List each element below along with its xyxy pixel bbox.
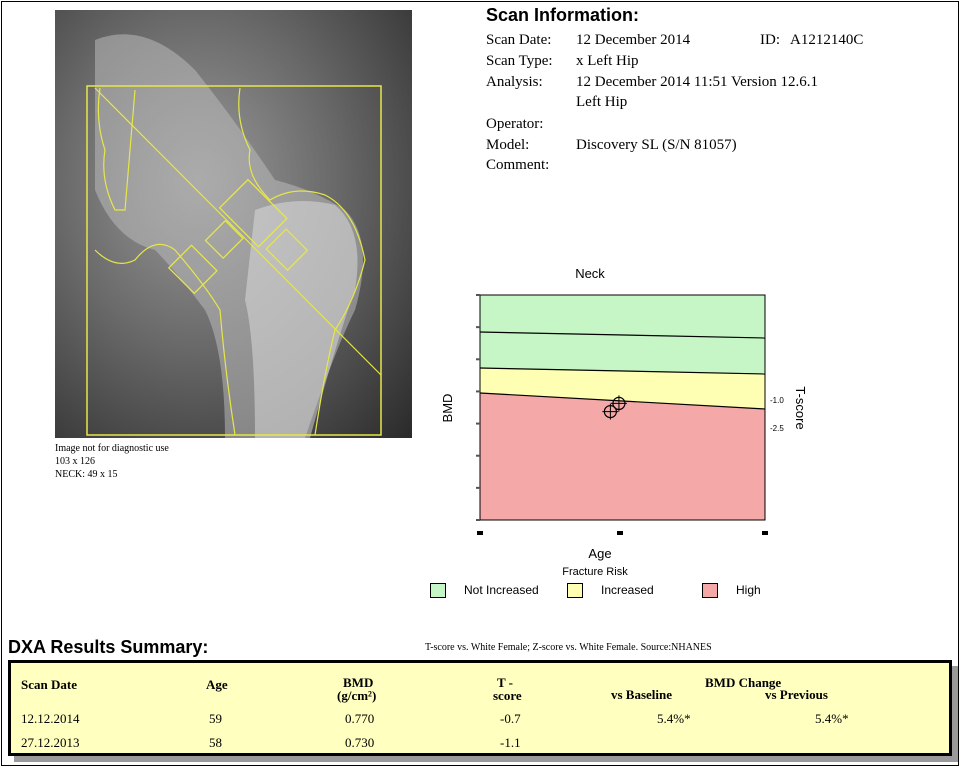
operator-label: Operator:: [486, 116, 544, 132]
model-label: Model:: [486, 137, 530, 153]
x-axis-tick: [762, 531, 768, 535]
bmd-chart: [430, 260, 810, 610]
y-axis-tick: [476, 455, 480, 457]
y-axis-tick: [476, 487, 480, 489]
x-axis-tick: [617, 531, 623, 535]
header-vs-previous: vs Previous: [765, 687, 828, 702]
analysis-label: Analysis:: [486, 74, 543, 90]
x-axis-tick: [477, 531, 483, 535]
row2-age: 58: [209, 735, 222, 750]
chart-title: Neck: [575, 266, 605, 281]
bmd-chart-svg: [430, 260, 810, 580]
row2-bmd: 0.730: [345, 735, 375, 750]
analysis-value-line2: Left Hip: [576, 94, 628, 110]
y2-tick-label: -2.5: [770, 424, 784, 433]
row1-vs-previous: 5.4%*: [815, 711, 849, 726]
model-value: Discovery SL (S/N 81057): [576, 137, 737, 153]
scan-date-value: 12 December 2014: [576, 32, 691, 48]
scan-notes: [55, 442, 169, 481]
legend-label: High: [736, 583, 761, 597]
y2-axis-label: T-score: [793, 386, 808, 430]
legend-swatch-yellow: [567, 583, 583, 598]
header-bmd: BMD: [343, 675, 374, 690]
y2-tick-label: -1.0: [770, 396, 784, 405]
y-axis-label: BMD: [440, 393, 455, 423]
header-bmd-unit: (g/cm²): [337, 688, 377, 703]
summary-note: T-score vs. White Female; Z-score vs. White Female. Source:NHANES: [425, 642, 712, 653]
legend-label: Increased: [601, 583, 654, 597]
header-bmd-change: BMD Change: [705, 675, 782, 690]
y-axis-tick: [476, 326, 480, 328]
comment-label: Comment:: [486, 157, 550, 173]
scan-date-label: Scan Date:: [486, 32, 552, 48]
roi-overlay: [55, 10, 412, 438]
legend-item-not-increased: [430, 583, 539, 598]
id-label: ID:: [760, 32, 780, 48]
legend-swatch-red: [702, 583, 718, 598]
header-vs-baseline: vs Baseline: [611, 687, 673, 702]
legend-item-high: [702, 583, 761, 598]
legend-swatch-green: [430, 583, 446, 598]
legend-title: Fracture Risk: [562, 566, 628, 578]
zone-high: [480, 393, 765, 520]
row1-vs-baseline: 5.4%*: [657, 711, 691, 726]
id-value: A1212140C: [790, 32, 864, 48]
scan-note-neck: NECK: 49 x 15: [55, 469, 118, 480]
y-axis-tick: [476, 358, 480, 360]
header-age: Age: [206, 677, 228, 692]
scan-note-dimensions: 103 x 126: [55, 456, 95, 467]
summary-title: DXA Results Summary:: [8, 637, 209, 657]
row1-scan-date: 12.12.2014: [21, 711, 80, 726]
row2-scan-date: 27.12.2013: [21, 735, 80, 750]
scan-type-label: Scan Type:: [486, 53, 553, 69]
row2-tscore: -1.1: [500, 735, 521, 750]
scan-type-value: x Left Hip: [576, 53, 639, 69]
header-tscore-1: T -: [497, 675, 514, 690]
row1-bmd: 0.770: [345, 711, 375, 726]
y-axis-tick: [476, 519, 480, 521]
y-axis-tick: [476, 294, 480, 296]
header-tscore-2: score: [493, 688, 522, 703]
hip-scan-image: [55, 10, 412, 438]
results-table: [8, 660, 952, 756]
scan-note-diagnostic: Image not for diagnostic use: [55, 443, 169, 454]
row1-tscore: -0.7: [500, 711, 521, 726]
x-axis-label: Age: [588, 546, 612, 561]
y-axis-tick: [476, 423, 480, 425]
header-scan-date: Scan Date: [21, 677, 77, 692]
legend-label: Not Increased: [464, 583, 539, 597]
y-axis-tick: [476, 390, 480, 392]
scan-info-title: Scan Information:: [486, 5, 640, 25]
legend-item-increased: [567, 583, 654, 598]
analysis-value: 12 December 2014 11:51 Version 12.6.1: [576, 74, 819, 90]
row1-age: 59: [209, 711, 222, 726]
